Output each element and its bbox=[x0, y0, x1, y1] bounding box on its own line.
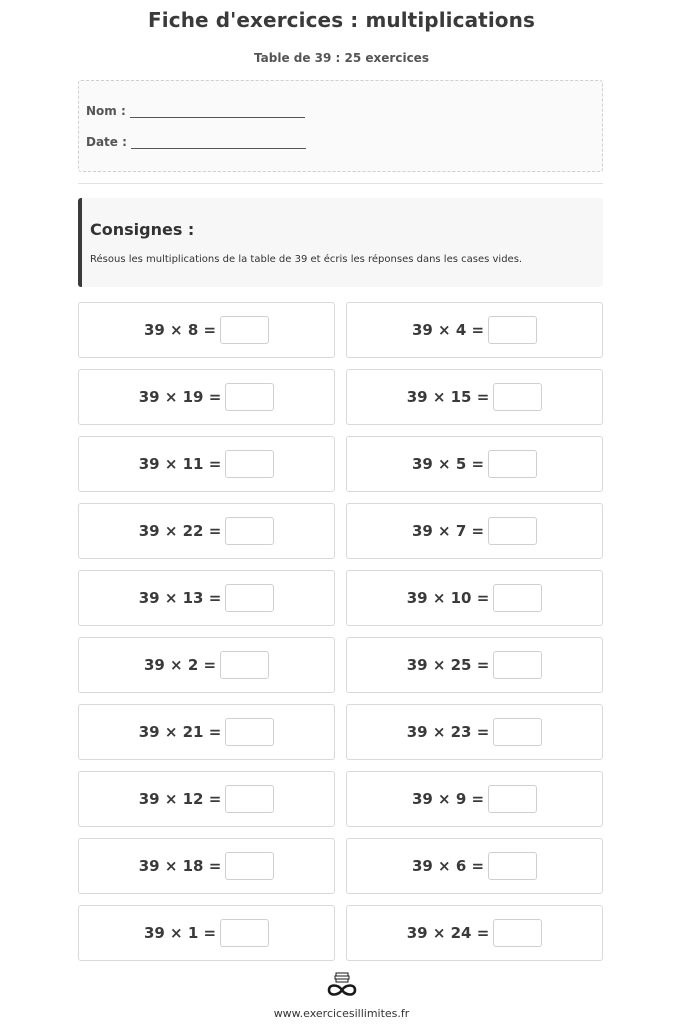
answer-box[interactable] bbox=[225, 450, 274, 478]
exercise-expression: 39 × 18 = bbox=[138, 857, 222, 875]
answer-box[interactable] bbox=[225, 517, 274, 545]
exercise-cell bbox=[346, 302, 603, 358]
student-info-box bbox=[78, 80, 603, 172]
exercise-cell bbox=[346, 369, 603, 425]
exercise-cell bbox=[78, 570, 335, 626]
answer-box[interactable] bbox=[488, 852, 537, 880]
date-blank[interactable] bbox=[131, 137, 306, 149]
exercise-expression: 39 × 25 = bbox=[406, 656, 490, 674]
answer-box[interactable] bbox=[225, 785, 274, 813]
answer-box[interactable] bbox=[488, 785, 537, 813]
exercise-cell bbox=[346, 436, 603, 492]
exercise-cell bbox=[78, 436, 335, 492]
exercise-cell bbox=[346, 771, 603, 827]
exercise-expression: 39 × 7 = bbox=[411, 522, 485, 540]
date-line bbox=[86, 135, 306, 149]
name-label: Nom : bbox=[86, 104, 126, 118]
exercise-cell bbox=[346, 503, 603, 559]
exercise-expression: 39 × 21 = bbox=[138, 723, 222, 741]
instructions-box bbox=[78, 198, 603, 287]
exercise-cell bbox=[346, 905, 603, 961]
exercise-cell bbox=[346, 838, 603, 894]
exercise-cell bbox=[78, 302, 335, 358]
page-title: Fiche d'exercices : multiplications bbox=[148, 8, 535, 32]
answer-box[interactable] bbox=[220, 316, 269, 344]
exercise-cell bbox=[78, 771, 335, 827]
exercise-cell bbox=[78, 369, 335, 425]
exercise-expression: 39 × 12 = bbox=[138, 790, 222, 808]
answer-box[interactable] bbox=[488, 316, 537, 344]
answer-box[interactable] bbox=[225, 584, 274, 612]
answer-box[interactable] bbox=[493, 584, 542, 612]
exercise-expression: 39 × 2 = bbox=[143, 656, 217, 674]
name-line bbox=[86, 104, 305, 118]
exercise-cell bbox=[346, 637, 603, 693]
answer-box[interactable] bbox=[493, 718, 542, 746]
answer-box[interactable] bbox=[488, 450, 537, 478]
answer-box[interactable] bbox=[493, 383, 542, 411]
exercise-expression: 39 × 19 = bbox=[138, 388, 222, 406]
exercise-expression: 39 × 4 = bbox=[411, 321, 485, 339]
exercise-cell bbox=[78, 503, 335, 559]
exercise-cell bbox=[78, 637, 335, 693]
answer-box[interactable] bbox=[225, 718, 274, 746]
answer-box[interactable] bbox=[225, 852, 274, 880]
name-blank[interactable] bbox=[130, 106, 305, 118]
exercise-cell bbox=[346, 704, 603, 760]
exercise-cell bbox=[78, 838, 335, 894]
exercise-cell bbox=[78, 905, 335, 961]
exercise-cell bbox=[346, 570, 603, 626]
exercise-expression: 39 × 13 = bbox=[138, 589, 222, 607]
exercise-expression: 39 × 23 = bbox=[406, 723, 490, 741]
answer-box[interactable] bbox=[493, 919, 542, 947]
answer-box[interactable] bbox=[493, 651, 542, 679]
exercise-expression: 39 × 22 = bbox=[138, 522, 222, 540]
date-label: Date : bbox=[86, 135, 127, 149]
page-subtitle: Table de 39 : 25 exercices bbox=[254, 51, 429, 65]
exercise-expression: 39 × 1 = bbox=[143, 924, 217, 942]
exercise-expression: 39 × 8 = bbox=[143, 321, 217, 339]
separator-line bbox=[78, 183, 603, 184]
infinity-books-logo-icon bbox=[326, 972, 358, 998]
exercise-expression: 39 × 9 = bbox=[411, 790, 485, 808]
answer-box[interactable] bbox=[488, 517, 537, 545]
exercise-expression: 39 × 5 = bbox=[411, 455, 485, 473]
exercise-expression: 39 × 24 = bbox=[406, 924, 490, 942]
exercise-expression: 39 × 15 = bbox=[406, 388, 490, 406]
exercise-grid bbox=[78, 302, 603, 961]
exercise-cell bbox=[78, 704, 335, 760]
answer-box[interactable] bbox=[225, 383, 274, 411]
answer-box[interactable] bbox=[220, 651, 269, 679]
instructions-heading: Consignes : bbox=[90, 220, 195, 239]
footer-url[interactable]: www.exercicesillimites.fr bbox=[273, 1007, 410, 1020]
answer-box[interactable] bbox=[220, 919, 269, 947]
exercise-expression: 39 × 10 = bbox=[406, 589, 490, 607]
instructions-text: Résous les multiplications de la table de 39 et écris les réponses dans les cases vides. bbox=[90, 254, 523, 265]
exercise-expression: 39 × 11 = bbox=[138, 455, 222, 473]
exercise-expression: 39 × 6 = bbox=[411, 857, 485, 875]
